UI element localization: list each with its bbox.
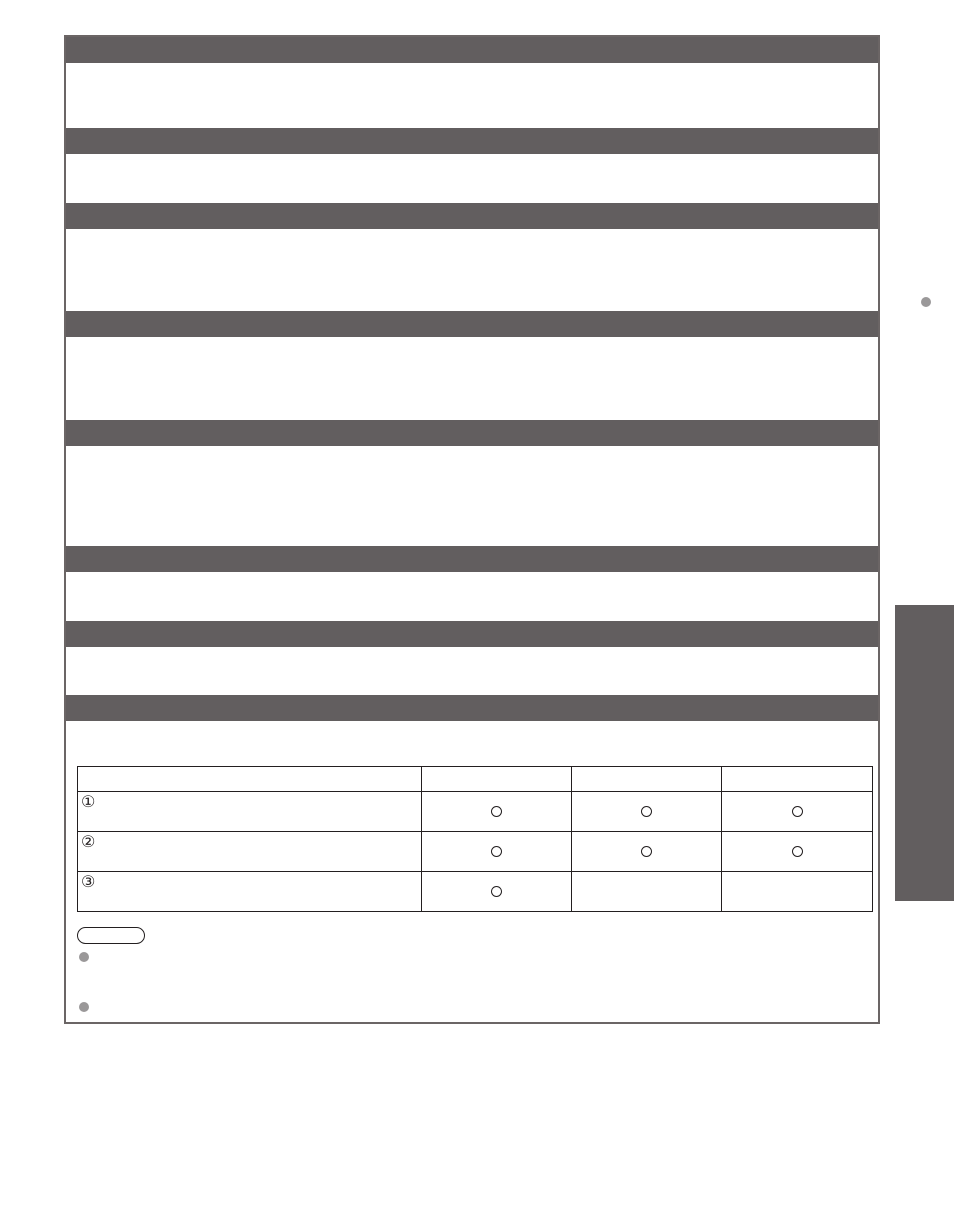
- mark-cell: [722, 832, 873, 872]
- circle-mark-icon: [491, 846, 502, 857]
- content-frame: [64, 35, 880, 1024]
- circle-mark-icon: [792, 846, 803, 857]
- row-label-cell: [78, 872, 422, 912]
- table-header-cell: [722, 767, 873, 792]
- mark-cell: [572, 832, 722, 872]
- circle-mark-icon: [491, 806, 502, 817]
- bullet-icon: [79, 952, 89, 962]
- row-label-cell: [78, 792, 422, 832]
- row-number: ①: [81, 794, 96, 811]
- mark-cell: [572, 872, 722, 912]
- circle-mark-icon: [792, 806, 803, 817]
- table-row: [78, 792, 873, 832]
- table-row: [78, 832, 873, 872]
- section-heading-1: [66, 37, 878, 63]
- section-heading-6: [66, 546, 878, 572]
- table-header-cell: [572, 767, 722, 792]
- row-number: ③: [81, 874, 96, 891]
- circle-mark-icon: [641, 846, 652, 857]
- section-heading-5: [66, 420, 878, 446]
- table-row: [78, 872, 873, 912]
- mark-cell: [722, 792, 873, 832]
- side-bullet-icon: [921, 297, 931, 307]
- table-header-cell: [422, 767, 572, 792]
- note-label-badge: [77, 927, 145, 944]
- section-heading-7: [66, 621, 878, 647]
- table-header-cell: [78, 767, 422, 792]
- compatibility-table: [77, 766, 873, 912]
- section-heading-4: [66, 311, 878, 337]
- section-heading-2: [66, 128, 878, 154]
- mark-cell: [422, 872, 572, 912]
- section-heading-3: [66, 203, 878, 229]
- circle-mark-icon: [641, 806, 652, 817]
- mark-cell: [422, 792, 572, 832]
- mark-cell: [572, 792, 722, 832]
- circle-mark-icon: [491, 886, 502, 897]
- row-number: ②: [81, 834, 96, 851]
- mark-cell: [722, 872, 873, 912]
- mark-cell: [422, 832, 572, 872]
- side-index-tab: [895, 605, 954, 901]
- row-label-cell: [78, 832, 422, 872]
- section-heading-8: [66, 695, 878, 721]
- table-header-row: [78, 767, 873, 792]
- bullet-icon: [79, 1002, 89, 1012]
